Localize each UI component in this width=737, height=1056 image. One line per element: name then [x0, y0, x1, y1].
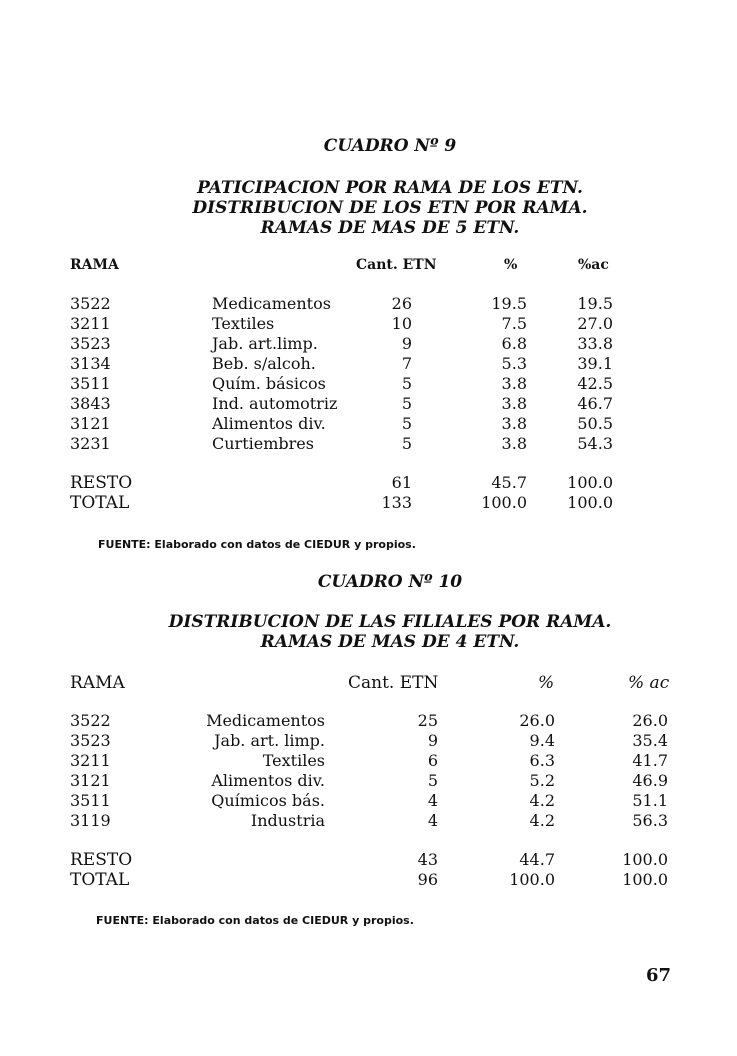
table9-title-line-2: DISTRIBUCION DE LOS ETN POR RAMA. [192, 198, 588, 218]
rama-description: Alimentos div. [211, 771, 325, 790]
table9-title-line-3: RAMAS DE MAS DE 5 ETN. [260, 218, 520, 238]
percent: 5.2 [529, 771, 555, 790]
rama-description: Textiles [262, 751, 325, 770]
cant-etn: 133 [381, 493, 412, 512]
row-label: TOTAL [70, 870, 130, 890]
table9-header-pct-ac: %ac [578, 257, 609, 273]
rama-code: 3121 [70, 771, 111, 790]
percent: 100.0 [481, 493, 527, 512]
cant-etn: 5 [427, 771, 438, 790]
rama-description: Medicamentos [212, 294, 331, 313]
rama-description: Medicamentos [206, 711, 325, 730]
percent: 26.0 [519, 711, 555, 730]
rama-description: Químicos bás. [211, 791, 325, 810]
percent-accumulated: 100.0 [567, 493, 613, 512]
cant-etn: 6 [427, 751, 438, 770]
percent: 3.8 [501, 434, 527, 453]
rama-code: 3511 [70, 374, 111, 393]
table10-header-rama: RAMA [70, 673, 125, 693]
percent: 3.8 [501, 414, 527, 433]
cant-etn: 5 [401, 434, 412, 453]
row-label: TOTAL [70, 493, 130, 513]
percent-accumulated: 100.0 [622, 870, 668, 889]
percent: 7.5 [501, 314, 527, 333]
percent-accumulated: 54.3 [577, 434, 613, 453]
table10-header-pct-ac: % ac [628, 673, 670, 693]
percent: 6.8 [501, 334, 527, 353]
rama-description: Industria [250, 811, 325, 830]
cant-etn: 9 [401, 334, 412, 353]
percent-accumulated: 50.5 [577, 414, 613, 433]
cant-etn: 96 [417, 870, 438, 889]
percent: 19.5 [491, 294, 527, 313]
rama-description: Jab. art.limp. [212, 334, 318, 353]
cant-etn: 10 [391, 314, 412, 333]
percent: 6.3 [529, 751, 555, 770]
table10-header-pct: % [538, 673, 555, 693]
percent: 100.0 [509, 870, 555, 889]
table10-title-line-2: RAMAS DE MAS DE 4 ETN. [260, 632, 520, 652]
percent-accumulated: 46.7 [577, 394, 613, 413]
rama-code: 3134 [70, 354, 111, 373]
rama-code: 3211 [70, 751, 111, 770]
percent: 5.3 [501, 354, 527, 373]
percent-accumulated: 19.5 [577, 294, 613, 313]
table10-source: FUENTE: Elaborado con datos de CIEDUR y propios. [96, 914, 414, 927]
percent-accumulated: 51.1 [632, 791, 668, 810]
page-number: 67 [646, 965, 672, 986]
percent-accumulated: 26.0 [632, 711, 668, 730]
table10-caption: CUADRO Nº 10 [317, 572, 463, 592]
table9-header-rama: RAMA [70, 257, 119, 273]
percent-accumulated: 56.3 [632, 811, 668, 830]
cant-etn: 7 [401, 354, 412, 373]
percent-accumulated: 42.5 [577, 374, 613, 393]
table9-source: FUENTE: Elaborado con datos de CIEDUR y propios. [98, 538, 416, 551]
rama-description: Alimentos div. [212, 414, 326, 433]
rama-code: 3523 [70, 731, 111, 750]
row-label: RESTO [70, 850, 133, 870]
rama-code: 3522 [70, 294, 111, 313]
percent: 3.8 [501, 374, 527, 393]
cant-etn: 9 [427, 731, 438, 750]
percent-accumulated: 41.7 [632, 751, 668, 770]
percent-accumulated: 100.0 [567, 473, 613, 492]
table10-title-line-1: DISTRIBUCION DE LAS FILIALES POR RAMA. [168, 612, 612, 632]
cant-etn: 5 [401, 394, 412, 413]
table9-header-cant: Cant. ETN [356, 257, 437, 273]
rama-code: 3211 [70, 314, 111, 333]
cant-etn: 26 [391, 294, 412, 313]
percent: 4.2 [529, 791, 555, 810]
percent: 45.7 [491, 473, 527, 492]
rama-description: Jab. art. limp. [214, 731, 325, 750]
rama-description: Beb. s/alcoh. [212, 354, 316, 373]
rama-description: Curtiembres [212, 434, 314, 453]
rama-code: 3843 [70, 394, 111, 413]
table9-title-line-1: PATICIPACION POR RAMA DE LOS ETN. [197, 178, 583, 198]
percent: 9.4 [529, 731, 555, 750]
cant-etn: 25 [417, 711, 438, 730]
table9-header-pct: % [504, 257, 518, 273]
cant-etn: 4 [427, 791, 438, 810]
rama-description: Quím. básicos [212, 374, 326, 393]
row-label: RESTO [70, 473, 133, 493]
rama-code: 3522 [70, 711, 111, 730]
percent-accumulated: 39.1 [577, 354, 613, 373]
rama-code: 3119 [70, 811, 111, 830]
rama-description: Textiles [212, 314, 275, 333]
table9-caption: CUADRO Nº 9 [323, 136, 457, 156]
rama-code: 3511 [70, 791, 111, 810]
rama-code: 3231 [70, 434, 111, 453]
percent: 44.7 [519, 850, 555, 869]
percent-accumulated: 33.8 [577, 334, 613, 353]
percent: 3.8 [501, 394, 527, 413]
rama-description: Ind. automotriz [212, 394, 338, 413]
rama-code: 3121 [70, 414, 111, 433]
cant-etn: 4 [427, 811, 438, 830]
rama-code: 3523 [70, 334, 111, 353]
percent-accumulated: 46.9 [632, 771, 668, 790]
percent-accumulated: 100.0 [622, 850, 668, 869]
cant-etn: 43 [417, 850, 438, 869]
cant-etn: 5 [401, 414, 412, 433]
table10-header-cant: Cant. ETN [348, 673, 439, 693]
cant-etn: 5 [401, 374, 412, 393]
cant-etn: 61 [391, 473, 412, 492]
percent-accumulated: 27.0 [577, 314, 613, 333]
percent-accumulated: 35.4 [632, 731, 668, 750]
percent: 4.2 [529, 811, 555, 830]
